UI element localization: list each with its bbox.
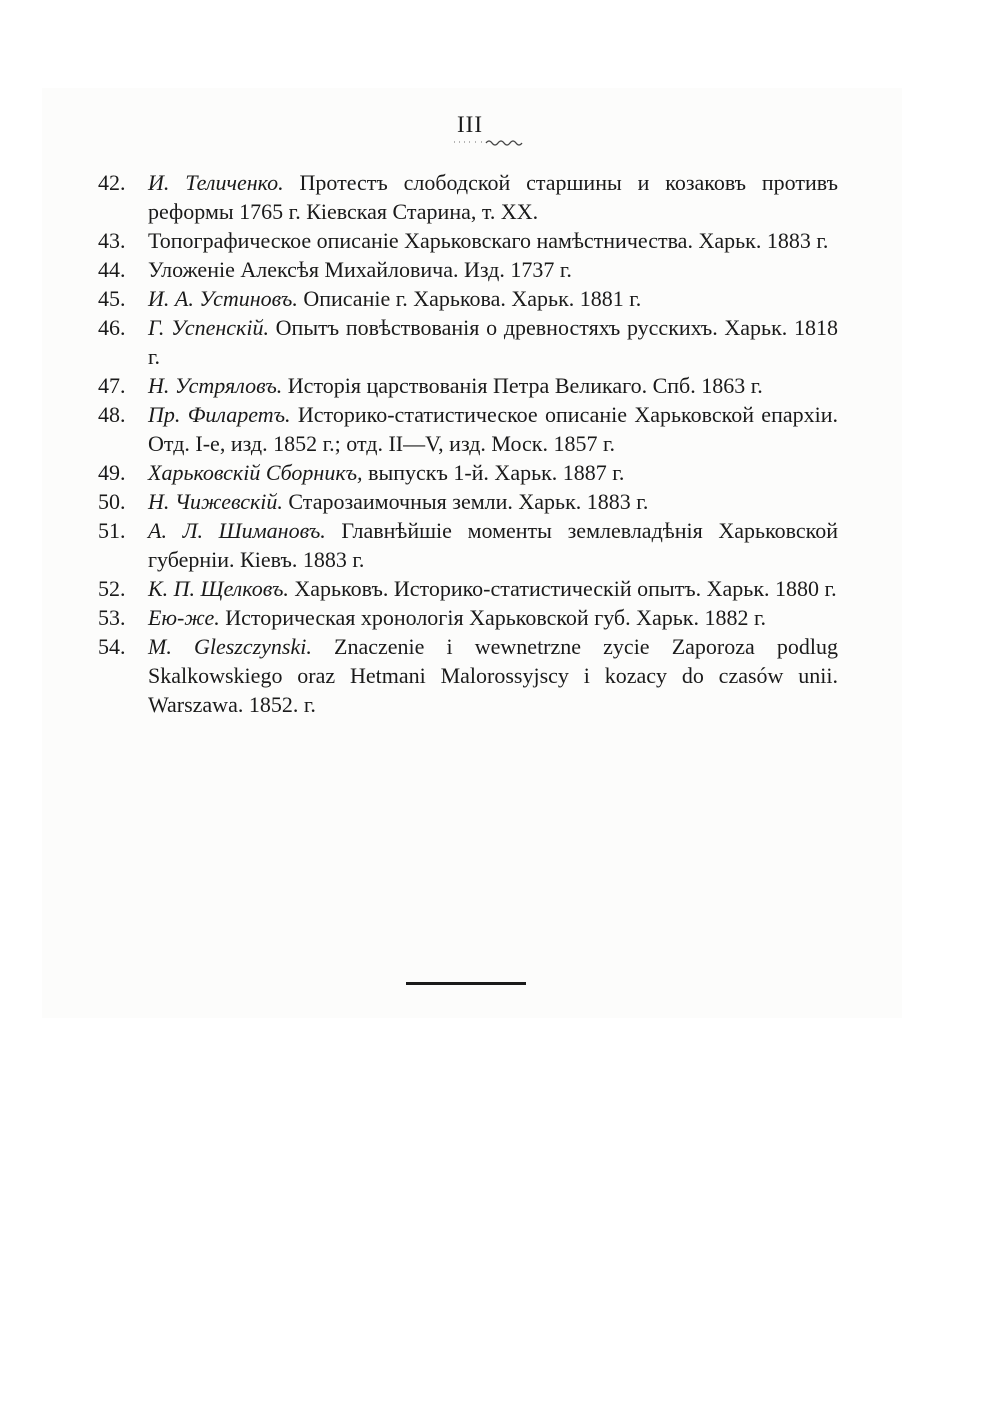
entry-text: Протестъ слободской старшины и козаковъ противъ реформы 1765 г. Кіевская Старина, т. XX. bbox=[148, 170, 838, 224]
bibliography-entry bbox=[98, 603, 838, 632]
page-number: III bbox=[457, 112, 483, 137]
entry-text: Исторія царствованія Петра Великаго. Спб. 1863 г. bbox=[287, 373, 763, 398]
bibliography-entry bbox=[98, 255, 838, 284]
entry-author: Н. Чижевскій. bbox=[148, 489, 289, 514]
bibliography-entry bbox=[98, 371, 838, 400]
entry-text: Главнѣйшіе моменты землевладѣнія Харьковской губерніи. Кіевъ. 1883 г. bbox=[148, 518, 839, 572]
entry-number: 48. bbox=[98, 402, 126, 427]
bibliography-entry bbox=[98, 284, 838, 313]
bibliography-entry bbox=[98, 226, 838, 255]
entry-text: Znaczenie i wewnetrzne zycie Zaporoza podlug Skalkowskiego oraz Hetmani Malorossyjscy i kozacy do czasów unii. Warszawa. 1852. г. bbox=[148, 634, 838, 717]
entry-author: А. Л. Шимановъ. bbox=[148, 518, 342, 543]
entry-number: 43. bbox=[98, 228, 126, 253]
bibliography-entry bbox=[98, 400, 838, 458]
entry-text: Топографическое описаніе Харьковскаго намѣстничества. Харьк. 1883 г. bbox=[148, 228, 829, 253]
bibliography-entry bbox=[98, 632, 838, 719]
bibliography-entry bbox=[98, 313, 838, 371]
entry-number: 54. bbox=[98, 634, 126, 659]
ornament-flourish-icon bbox=[452, 134, 534, 146]
entry-text: Описаніе г. Харькова. Харьк. 1881 г. bbox=[303, 286, 642, 311]
bibliography-entry bbox=[98, 574, 838, 603]
entry-text: Опытъ повѣствованія о древностяхъ русскихъ. Харьк. 1818 г. bbox=[148, 315, 838, 369]
bibliography-entry bbox=[98, 458, 838, 487]
entry-author: Н. Устряловъ. bbox=[148, 373, 288, 398]
entry-number: 46. bbox=[98, 315, 126, 340]
entry-author: И. Теличенко. bbox=[148, 170, 300, 195]
bibliography-entry bbox=[98, 168, 838, 226]
entry-number: 52. bbox=[98, 576, 126, 601]
entry-author: Пр. Филаретъ. bbox=[148, 402, 298, 427]
entry-number: 53. bbox=[98, 605, 126, 630]
entry-number: 47. bbox=[98, 373, 126, 398]
entry-author: Ею-же. bbox=[148, 605, 226, 630]
entry-author: К. П. Щелковъ. bbox=[148, 576, 295, 601]
entry-number: 50. bbox=[98, 489, 126, 514]
entry-text: Историческая хронологія Харьковской губ. Харьк. 1882 г. bbox=[225, 605, 767, 630]
entry-number: 42. bbox=[98, 170, 126, 195]
entry-author: И. А. Устиновъ. bbox=[148, 286, 304, 311]
entry-text: Харьковъ. Историко-статистическій опытъ. Харьк. 1880 г. bbox=[294, 576, 837, 601]
entry-number: 44. bbox=[98, 257, 126, 282]
bibliography-entry bbox=[98, 487, 838, 516]
entry-number: 45. bbox=[98, 286, 126, 311]
entry-text: Старозаимочныя земли. Харьк. 1883 г. bbox=[288, 489, 649, 514]
entry-number: 51. bbox=[98, 518, 126, 543]
bibliography-list bbox=[98, 168, 838, 719]
entry-number: 49. bbox=[98, 460, 126, 485]
entry-text: Уложеніе Алексѣя Михайловича. Изд. 1737 г. bbox=[148, 257, 572, 282]
entry-author: Харьковскій Сборникъ, bbox=[148, 460, 369, 485]
entry-author: Г. Успенскій. bbox=[148, 315, 276, 340]
entry-text: Историко-статистическое описаніе Харьковской епархіи. Отд. І-е, изд. 1852 г.; отд. II—V, изд. Моск. 1857 г. bbox=[148, 402, 838, 456]
entry-author: M. Gleszczynski. bbox=[148, 634, 335, 659]
end-rule-divider bbox=[406, 982, 526, 985]
entry-text: выпускъ 1-й. Харьк. 1887 г. bbox=[368, 460, 625, 485]
bibliography-entry bbox=[98, 516, 838, 574]
